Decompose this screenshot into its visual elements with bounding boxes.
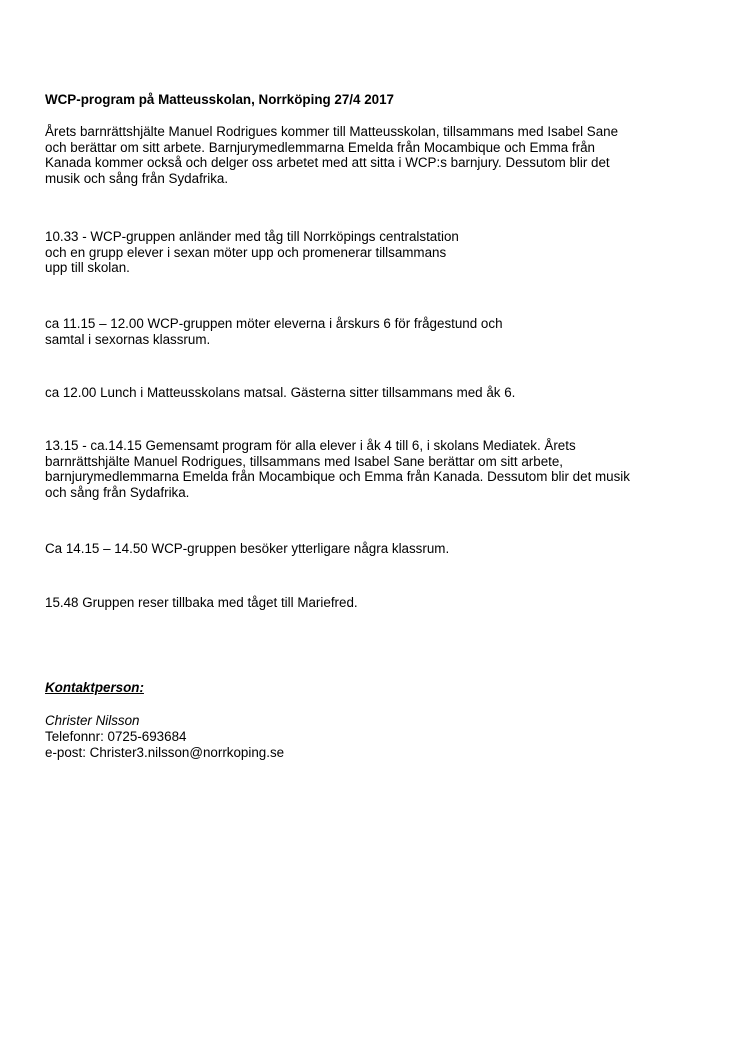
schedule-item-joint-program: 13.15 - ca.14.15 Gemensamt program för alla elever i åk 4 till 6, i skolans Mediatek. Årets barnrättshjälte Manuel Rodrigues, tillsammans med Isabel Sane berättar om sitt arbete, barnjurymedlemmarna Emelda från Mocambique och Emma från Kanada. Dessutom blir det musik och sång från Sydafrika.: [45, 438, 630, 500]
contact-name: Christer Nilsson: [45, 713, 140, 728]
schedule-item-q-and-a: ca 11.15 – 12.00 WCP-gruppen möter eleverna i årskurs 6 för frågestund och samtal i sexornas klassrum.: [45, 316, 503, 347]
contact-phone: Telefonnr: 0725-693684: [45, 729, 187, 744]
contact-email: e-post: Christer3.nilsson@norrkoping.se: [45, 745, 285, 760]
schedule-item-arrival: 10.33 - WCP-gruppen anländer med tåg till Norrköpings centralstation och en grupp elever i sexan möter upp och promenerar tillsammans upp till skolan.: [45, 229, 459, 275]
schedule-item-classroom-visits: Ca 14.15 – 14.50 WCP-gruppen besöker ytterligare några klassrum.: [45, 541, 450, 556]
intro-paragraph: Årets barnrättshjälte Manuel Rodrigues kommer till Matteusskolan, tillsammans med Isabel Sane och berättar om sitt arbete. Barnjurymedlemmarna Emelda från Mocambique och Emma från Kanada kommer också och delger oss arbetet med att sitta i WCP:s barnjury. Dessutom blir det musik och sång från Sydafrika.: [45, 124, 619, 186]
schedule-item-departure: 15.48 Gruppen reser tillbaka med tåget till Mariefred.: [45, 595, 358, 610]
contact-heading: Kontaktperson:: [45, 680, 144, 695]
schedule-item-lunch: ca 12.00 Lunch i Matteusskolans matsal. Gästerna sitter tillsammans med åk 6.: [45, 385, 516, 400]
document-title: WCP-program på Matteusskolan, Norrköping 27/4 2017: [45, 92, 394, 107]
